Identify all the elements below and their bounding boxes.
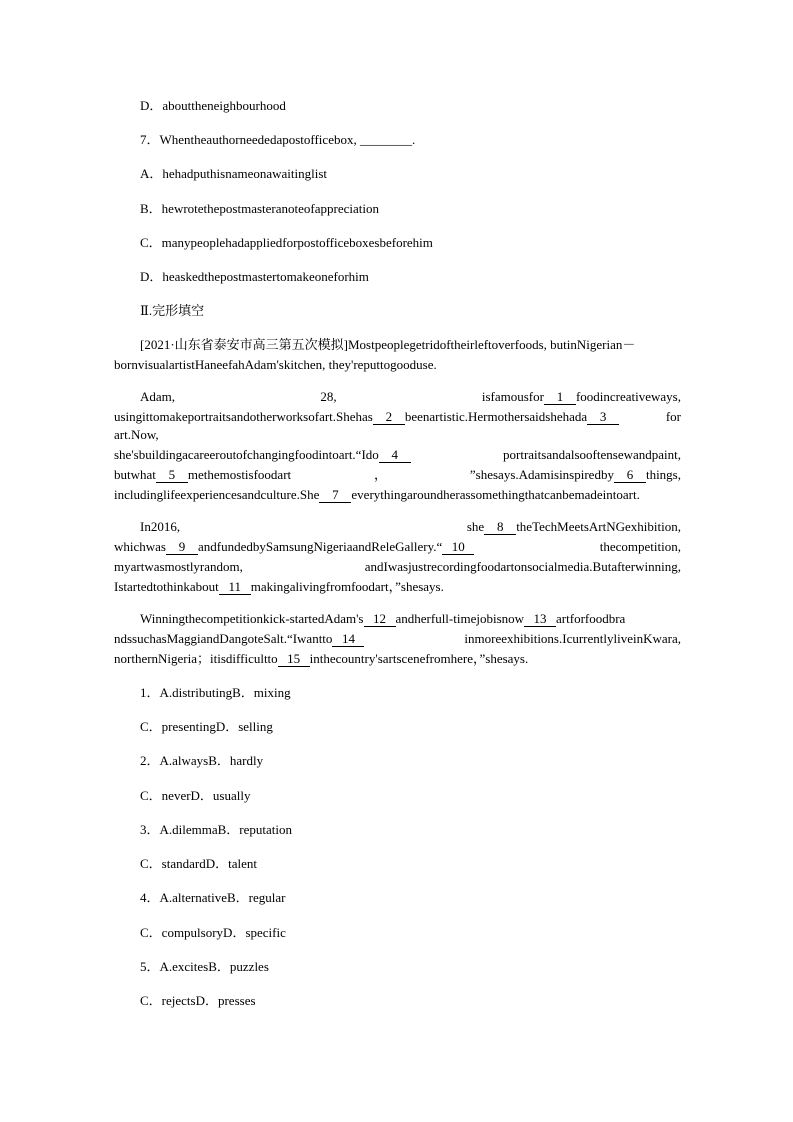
p3-line-3 <box>114 650 528 668</box>
option-line: 4．A.alternativeB．regular <box>140 890 286 905</box>
text: she'sbuildingacareeroutofchangingfoodintoart.“Ido <box>114 447 379 462</box>
text: isfamousfor <box>481 389 544 404</box>
q7-option-c: C．manypeoplehadappliedforpostofficeboxesbeforehim <box>140 235 433 250</box>
option-line: C．compulsoryD．specific <box>140 925 286 940</box>
text: butwhat <box>114 467 156 482</box>
text: includinglifeexperiencesandculture.She <box>114 487 320 502</box>
blank-14[interactable]: 14 <box>332 632 364 647</box>
text: Winningthecompetitionkick-startedAdam's <box>140 611 364 626</box>
q7-option-a: A．hehadputhisnameonawaitinglist <box>140 166 328 181</box>
text: andIwasjustrecordingfoodartonsocialmedia.Butafterwinning, <box>364 559 681 574</box>
text: In2016, <box>140 519 181 534</box>
text: whichwas <box>114 539 166 554</box>
p1-line-1 <box>140 388 681 406</box>
text: usingittomakeportraitsandotherworksofart.Shehas <box>114 409 373 424</box>
q7-option-b: B．hewrotethepostmasteranoteofappreciation <box>140 201 379 216</box>
text: makingalivingfromfoodart，”shesays. <box>250 579 444 594</box>
blank-4[interactable]: 4 <box>379 448 411 463</box>
text: andfundedbySamsungNigeriaandReleGallery.“ <box>198 539 443 554</box>
text: things, <box>645 467 681 482</box>
option-line: C．presentingD．selling <box>140 719 273 734</box>
text: theTechMeetsArtNGexhibition, <box>516 519 681 534</box>
blank-7[interactable]: 7 <box>319 488 351 503</box>
p1-line-5 <box>114 466 681 484</box>
option-line: 3．A.dilemmaB．reputation <box>140 822 293 837</box>
p2-line-3 <box>114 558 681 576</box>
option-line: C．rejectsD．presses <box>140 993 256 1008</box>
text: inmoreexhibitions.IcurrentlyliveinKwara, <box>464 631 681 646</box>
text: inthecountry'sartscenefromhere，”shesays. <box>309 651 529 666</box>
text: andherfull-timejobisnow <box>395 611 525 626</box>
text: portraitsandalsooftensewandpaint, <box>503 447 681 462</box>
blank-12[interactable]: 12 <box>364 612 396 627</box>
blank-2[interactable]: 2 <box>373 410 405 425</box>
section-heading: Ⅱ.完形填空 <box>140 303 205 318</box>
text: ndssuchasMaggiandDangoteSalt.“Iwantto <box>114 631 333 646</box>
p2-line-1 <box>140 518 681 536</box>
option-line: 5．A.excitesB．puzzles <box>140 959 269 974</box>
text: northernNigeria；itisdifficultto <box>114 651 278 666</box>
text: everythingaroundherassomethingthatcanbemadeintoart. <box>351 487 640 502</box>
blank-9[interactable]: 9 <box>166 540 198 555</box>
blank-10[interactable]: 10 <box>442 540 474 555</box>
p1-line-4 <box>114 446 681 464</box>
p1-line-6 <box>114 486 681 504</box>
text: she <box>466 519 485 534</box>
text: myartwasmostlyrandom, <box>114 559 243 574</box>
text: beenartistic.Hermothersaidshehada <box>404 409 588 424</box>
blank-6[interactable]: 6 <box>614 468 646 483</box>
q6-option-d: D．abouttheneighbourhood <box>140 98 286 113</box>
text: for <box>665 409 681 424</box>
blank-13[interactable]: 13 <box>524 612 556 627</box>
p3-line-2 <box>114 630 681 648</box>
text: ”shesays.Adamisinspiredby <box>469 467 614 482</box>
text: thecompetition, <box>599 539 681 554</box>
p1-line-3: art.Now, <box>114 427 159 442</box>
p1-line-2 <box>114 408 681 426</box>
blank-11[interactable]: 11 <box>219 580 251 595</box>
p2-line-2 <box>114 538 681 556</box>
option-line: 2．A.alwaysB．hardly <box>140 753 264 768</box>
text: methemostisfoodart <box>187 467 292 482</box>
intro-line-1: [2021·山东省泰安市高三第五次模拟]Mostpeoplegetridoftheirleftoverfoods, butinNigerian－ <box>140 337 636 352</box>
text: foodincreativeways, <box>575 389 681 404</box>
blank-3[interactable]: 3 <box>587 410 619 425</box>
blank-8[interactable]: 8 <box>484 520 516 535</box>
q7-option-d: D．heaskedthepostmastertomakeoneforhim <box>140 269 369 284</box>
q7-stem: 7．Whentheauthorneededapostofficebox, ________. <box>140 132 416 147</box>
option-line: 1．A.distributingB．mixing <box>140 685 291 700</box>
option-line: C．neverD．usually <box>140 788 251 803</box>
blank-15[interactable]: 15 <box>278 652 310 667</box>
p3-line-1 <box>140 610 625 628</box>
text: Istartedtothinkabout <box>114 579 219 594</box>
text: Adam, <box>140 389 176 404</box>
intro-line-2: bornvisualartistHaneefahAdam'skitchen, they'reputtogooduse. <box>114 357 437 372</box>
text: artforfoodbra <box>556 611 626 626</box>
blank-5[interactable]: 5 <box>156 468 188 483</box>
option-line: C．standardD．talent <box>140 856 257 871</box>
text: ， <box>374 467 388 482</box>
blank-1[interactable]: 1 <box>544 390 576 405</box>
p2-line-4 <box>114 578 444 596</box>
text: 28, <box>320 389 337 404</box>
